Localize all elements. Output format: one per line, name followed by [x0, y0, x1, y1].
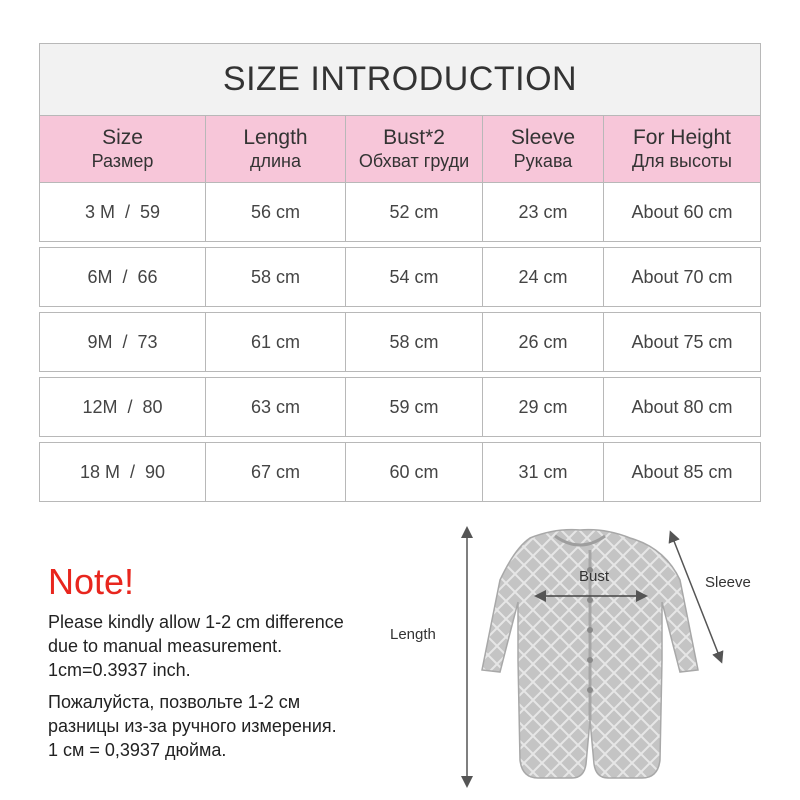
cell-length: 58 cm	[206, 248, 346, 306]
note-ru-line: разницы из-за ручного измерения.	[48, 716, 337, 736]
size-cm: 90	[145, 461, 166, 482]
header-height-en: For Height	[632, 126, 732, 149]
note-ru-line: 1 см = 0,3937 дюйма.	[48, 740, 227, 760]
header-bust-en: Bust*2	[383, 126, 445, 149]
table-row	[39, 377, 761, 437]
note-ru-line: Пожалуйста, позвольте 1-2 см	[48, 692, 301, 712]
measurement-diagram	[380, 520, 770, 790]
cell-length: 67 cm	[206, 443, 346, 501]
size-cm: 66	[137, 266, 158, 287]
header-length-en: Length	[243, 126, 308, 149]
cell-bust: 60 cm	[346, 443, 483, 501]
size-cm: 59	[140, 201, 161, 222]
header-length-ru: длина	[249, 151, 301, 171]
header-length	[206, 116, 346, 182]
cell-bust: 58 cm	[346, 313, 483, 371]
header-sleeve-ru: Рукава	[513, 151, 573, 171]
table-title: SIZE INTRODUCTION	[39, 43, 761, 116]
size-separator: /	[122, 266, 128, 287]
table-header-row	[39, 116, 761, 182]
size-month: 12M	[82, 396, 118, 417]
note-english	[48, 610, 408, 682]
header-sleeve	[483, 116, 604, 182]
cell-size	[40, 313, 206, 371]
sleeve-label: Sleeve	[705, 574, 751, 591]
size-month: 6M	[87, 266, 113, 287]
cell-height: About 75 cm	[631, 331, 733, 352]
size-separator: /	[124, 201, 130, 222]
cell-sleeve: 31 cm	[483, 443, 604, 501]
size-month: 3 M	[84, 201, 115, 222]
note-en-line: due to manual measurement.	[48, 636, 283, 656]
header-bust	[346, 116, 483, 182]
header-sleeve-en: Sleeve	[510, 126, 576, 149]
size-separator: /	[127, 396, 133, 417]
table-row	[39, 442, 761, 502]
note-en-line: 1cm=0.3937 inch.	[48, 660, 191, 680]
note-section	[48, 560, 408, 770]
table-row	[39, 247, 761, 307]
table-row	[39, 312, 761, 372]
note-en-line: Please kindly allow 1-2 cm difference	[48, 612, 344, 632]
cell-length: 56 cm	[206, 183, 346, 241]
size-month: 18 M	[79, 461, 120, 482]
cell-length: 63 cm	[206, 378, 346, 436]
header-size	[40, 116, 206, 182]
size-cm: 73	[137, 331, 158, 352]
cell-height: About 60 cm	[631, 201, 733, 222]
cell-height: About 85 cm	[631, 461, 733, 482]
size-month: 9M	[87, 331, 113, 352]
header-size-ru: Размер	[91, 151, 154, 171]
cell-sleeve: 23 cm	[483, 183, 604, 241]
cell-sleeve: 26 cm	[483, 313, 604, 371]
romper-illustration	[380, 520, 770, 790]
cell-sleeve: 29 cm	[483, 378, 604, 436]
header-size-en: Size	[102, 126, 143, 149]
header-height	[604, 116, 760, 182]
note-russian	[48, 690, 408, 762]
romper-shape	[482, 530, 698, 778]
bust-label: Bust	[579, 568, 610, 585]
cell-size	[40, 248, 206, 306]
table-body	[39, 182, 761, 502]
size-separator: /	[129, 461, 135, 482]
cell-length: 61 cm	[206, 313, 346, 371]
cell-size	[40, 443, 206, 501]
size-cm: 80	[142, 396, 163, 417]
cell-bust: 59 cm	[346, 378, 483, 436]
header-height-ru: Для высоты	[632, 151, 732, 171]
cell-size	[40, 378, 206, 436]
header-bust-ru: Обхват груди	[358, 151, 470, 171]
cell-bust: 54 cm	[346, 248, 483, 306]
note-title: Note!	[48, 561, 135, 602]
cell-height: About 70 cm	[631, 266, 733, 287]
cell-sleeve: 24 cm	[483, 248, 604, 306]
cell-size	[40, 183, 206, 241]
size-separator: /	[122, 331, 128, 352]
table-row	[39, 182, 761, 242]
cell-bust: 52 cm	[346, 183, 483, 241]
length-label: Length	[390, 626, 436, 643]
size-table	[39, 43, 761, 502]
cell-height: About 80 cm	[631, 396, 733, 417]
